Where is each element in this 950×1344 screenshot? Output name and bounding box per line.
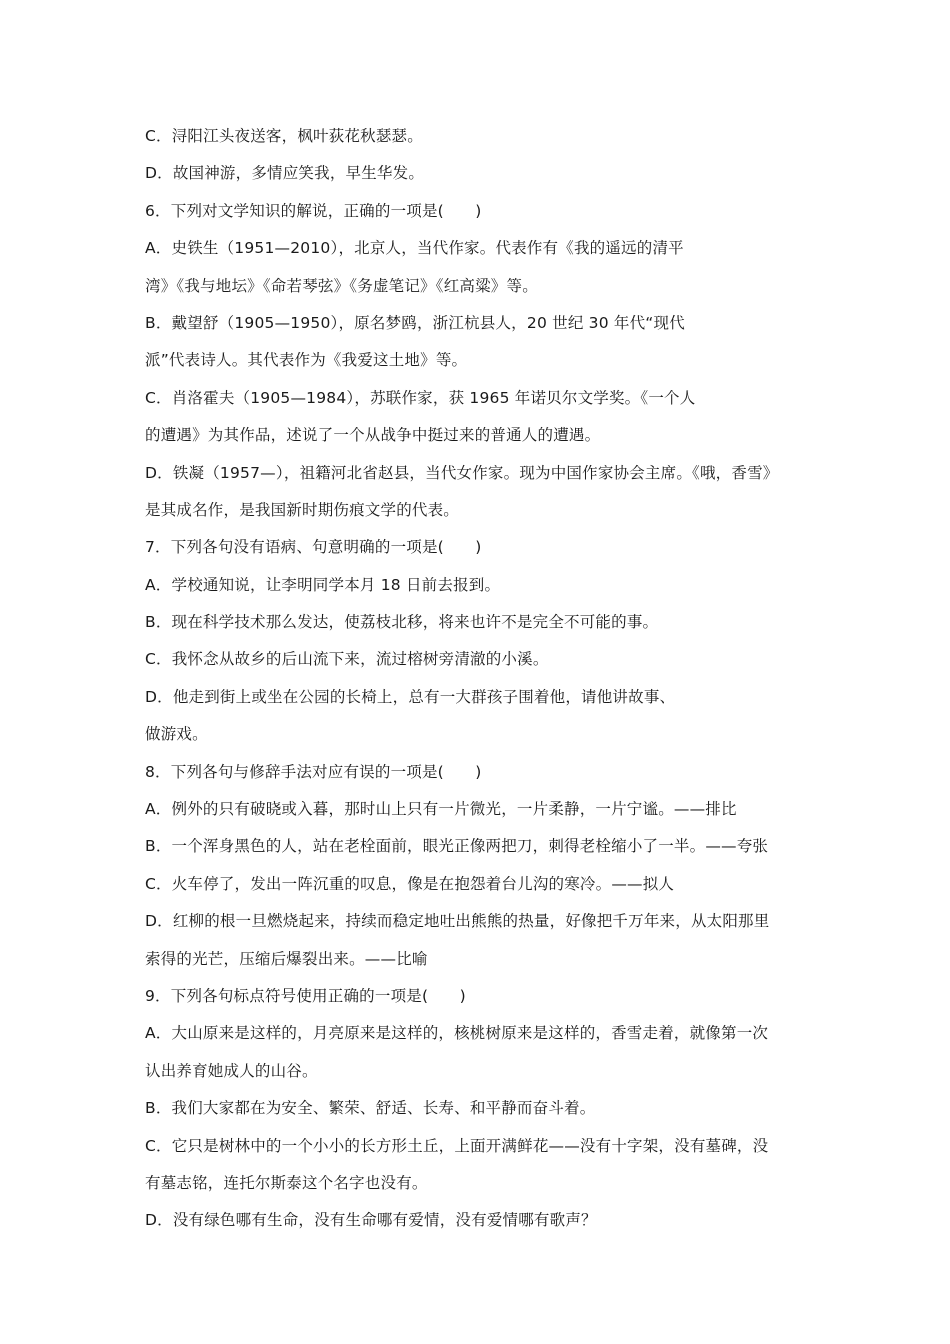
q7-option-a: A．学校通知说，让李明同学本月 18 日前去报到。 xyxy=(145,575,501,594)
q8-option-a: A．例外的只有破晓或入暮，那时山上只有一片微光，一片柔静，一片宁谧。——排比 xyxy=(145,800,737,819)
question-8-stem: 8．下列各句与修辞手法对应有误的一项是( ) xyxy=(145,762,482,781)
q7-option-d-line-2: 做游戏。 xyxy=(145,725,208,744)
q6-option-b-line-2: 派”代表诗人。其代表作为《我爱这土地》等。 xyxy=(145,351,468,370)
option-d-text: D．故国神游，多情应笑我，早生华发。 xyxy=(145,164,425,183)
q6-option-d-line-2: 是其成名作，是我国新时期伤痕文学的代表。 xyxy=(145,500,460,519)
q9-option-c-line-1: C．它只是树林中的一个小小的长方形土丘，上面开满鲜花——没有十字架，没有墓碑，没 xyxy=(145,1136,769,1155)
q7-option-d-line-1: D．他走到街上或坐在公园的长椅上，总有一大群孩子围着他，请他讲故事、 xyxy=(145,687,676,706)
q6-option-a-line-1: A．史铁生（1951—2010），北京人，当代作家。代表作有《我的遥远的清平 xyxy=(145,239,684,258)
question-6-stem: 6．下列对文学知识的解说，正确的一项是( ) xyxy=(145,201,482,220)
document-body xyxy=(145,118,815,1240)
option-c-text: C．浔阳江头夜送客，枫叶荻花秋瑟瑟。 xyxy=(145,127,423,145)
q9-option-b: B．我们大家都在为安全、繁荣、舒适、长寿、和平静而奋斗着。 xyxy=(145,1099,596,1118)
question-7-stem: 7．下列各句没有语病、句意明确的一项是( ) xyxy=(145,538,482,557)
question-9-stem: 9．下列各句标点符号使用正确的一项是( ) xyxy=(145,986,466,1005)
q7-option-c: C．我怀念从故乡的后山流下来，流过榕树旁清澈的小溪。 xyxy=(145,650,549,669)
q9-option-c-line-2: 有墓志铭，连托尔斯泰这个名字也没有。 xyxy=(145,1173,428,1192)
q6-option-c-line-1: C．肖洛霍夫（1905—1984），苏联作家，获 1965 年诺贝尔文学奖。《一个人 xyxy=(145,388,696,407)
q8-option-d-line-1: D．红柳的根一旦燃烧起来，持续而稳定地吐出熊熊的热量，好像把千万年来，从太阳那里 xyxy=(145,912,770,931)
q9-option-a-line-2: 认出养育她成人的山谷。 xyxy=(145,1061,318,1080)
q8-option-d-line-2: 索得的光芒，压缩后爆裂出来。——比喻 xyxy=(145,949,428,968)
q6-option-a-line-2: 湾》《我与地坛》《命若琴弦》《务虚笔记》《红高粱》等。 xyxy=(145,276,538,295)
q6-option-b-line-1: B．戴望舒（1905—1950），原名梦鸥，浙江杭县人，20 世纪 30 年代“现代 xyxy=(145,313,685,332)
q9-option-a-line-1: A．大山原来是这样的，月亮原来是这样的，核桃树原来是这样的，香雪走着，就像第一次 xyxy=(145,1024,769,1043)
q6-option-d-line-1: D．铁凝（1957—），祖籍河北省赵县，当代女作家。现为中国作家协会主席。《哦，香雪》 xyxy=(145,463,779,482)
q8-option-c: C．火车停了，发出一阵沉重的叹息，像是在抱怨着台儿沟的寒冷。——拟人 xyxy=(145,874,675,893)
q7-option-b: B．现在科学技术那么发达，使荔枝北移，将来也许不是完全不可能的事。 xyxy=(145,613,659,632)
q6-option-c-line-2: 的遭遇》为其作品，述说了一个从战争中挺过来的普通人的遭遇。 xyxy=(145,426,601,445)
q8-option-b: B．一个浑身黑色的人，站在老栓面前，眼光正像两把刀，刺得老栓缩小了一半。——夸张 xyxy=(145,837,769,856)
q9-option-d: D．没有绿色哪有生命，没有生命哪有爱情，没有爱情哪有歌声？ xyxy=(145,1211,597,1230)
